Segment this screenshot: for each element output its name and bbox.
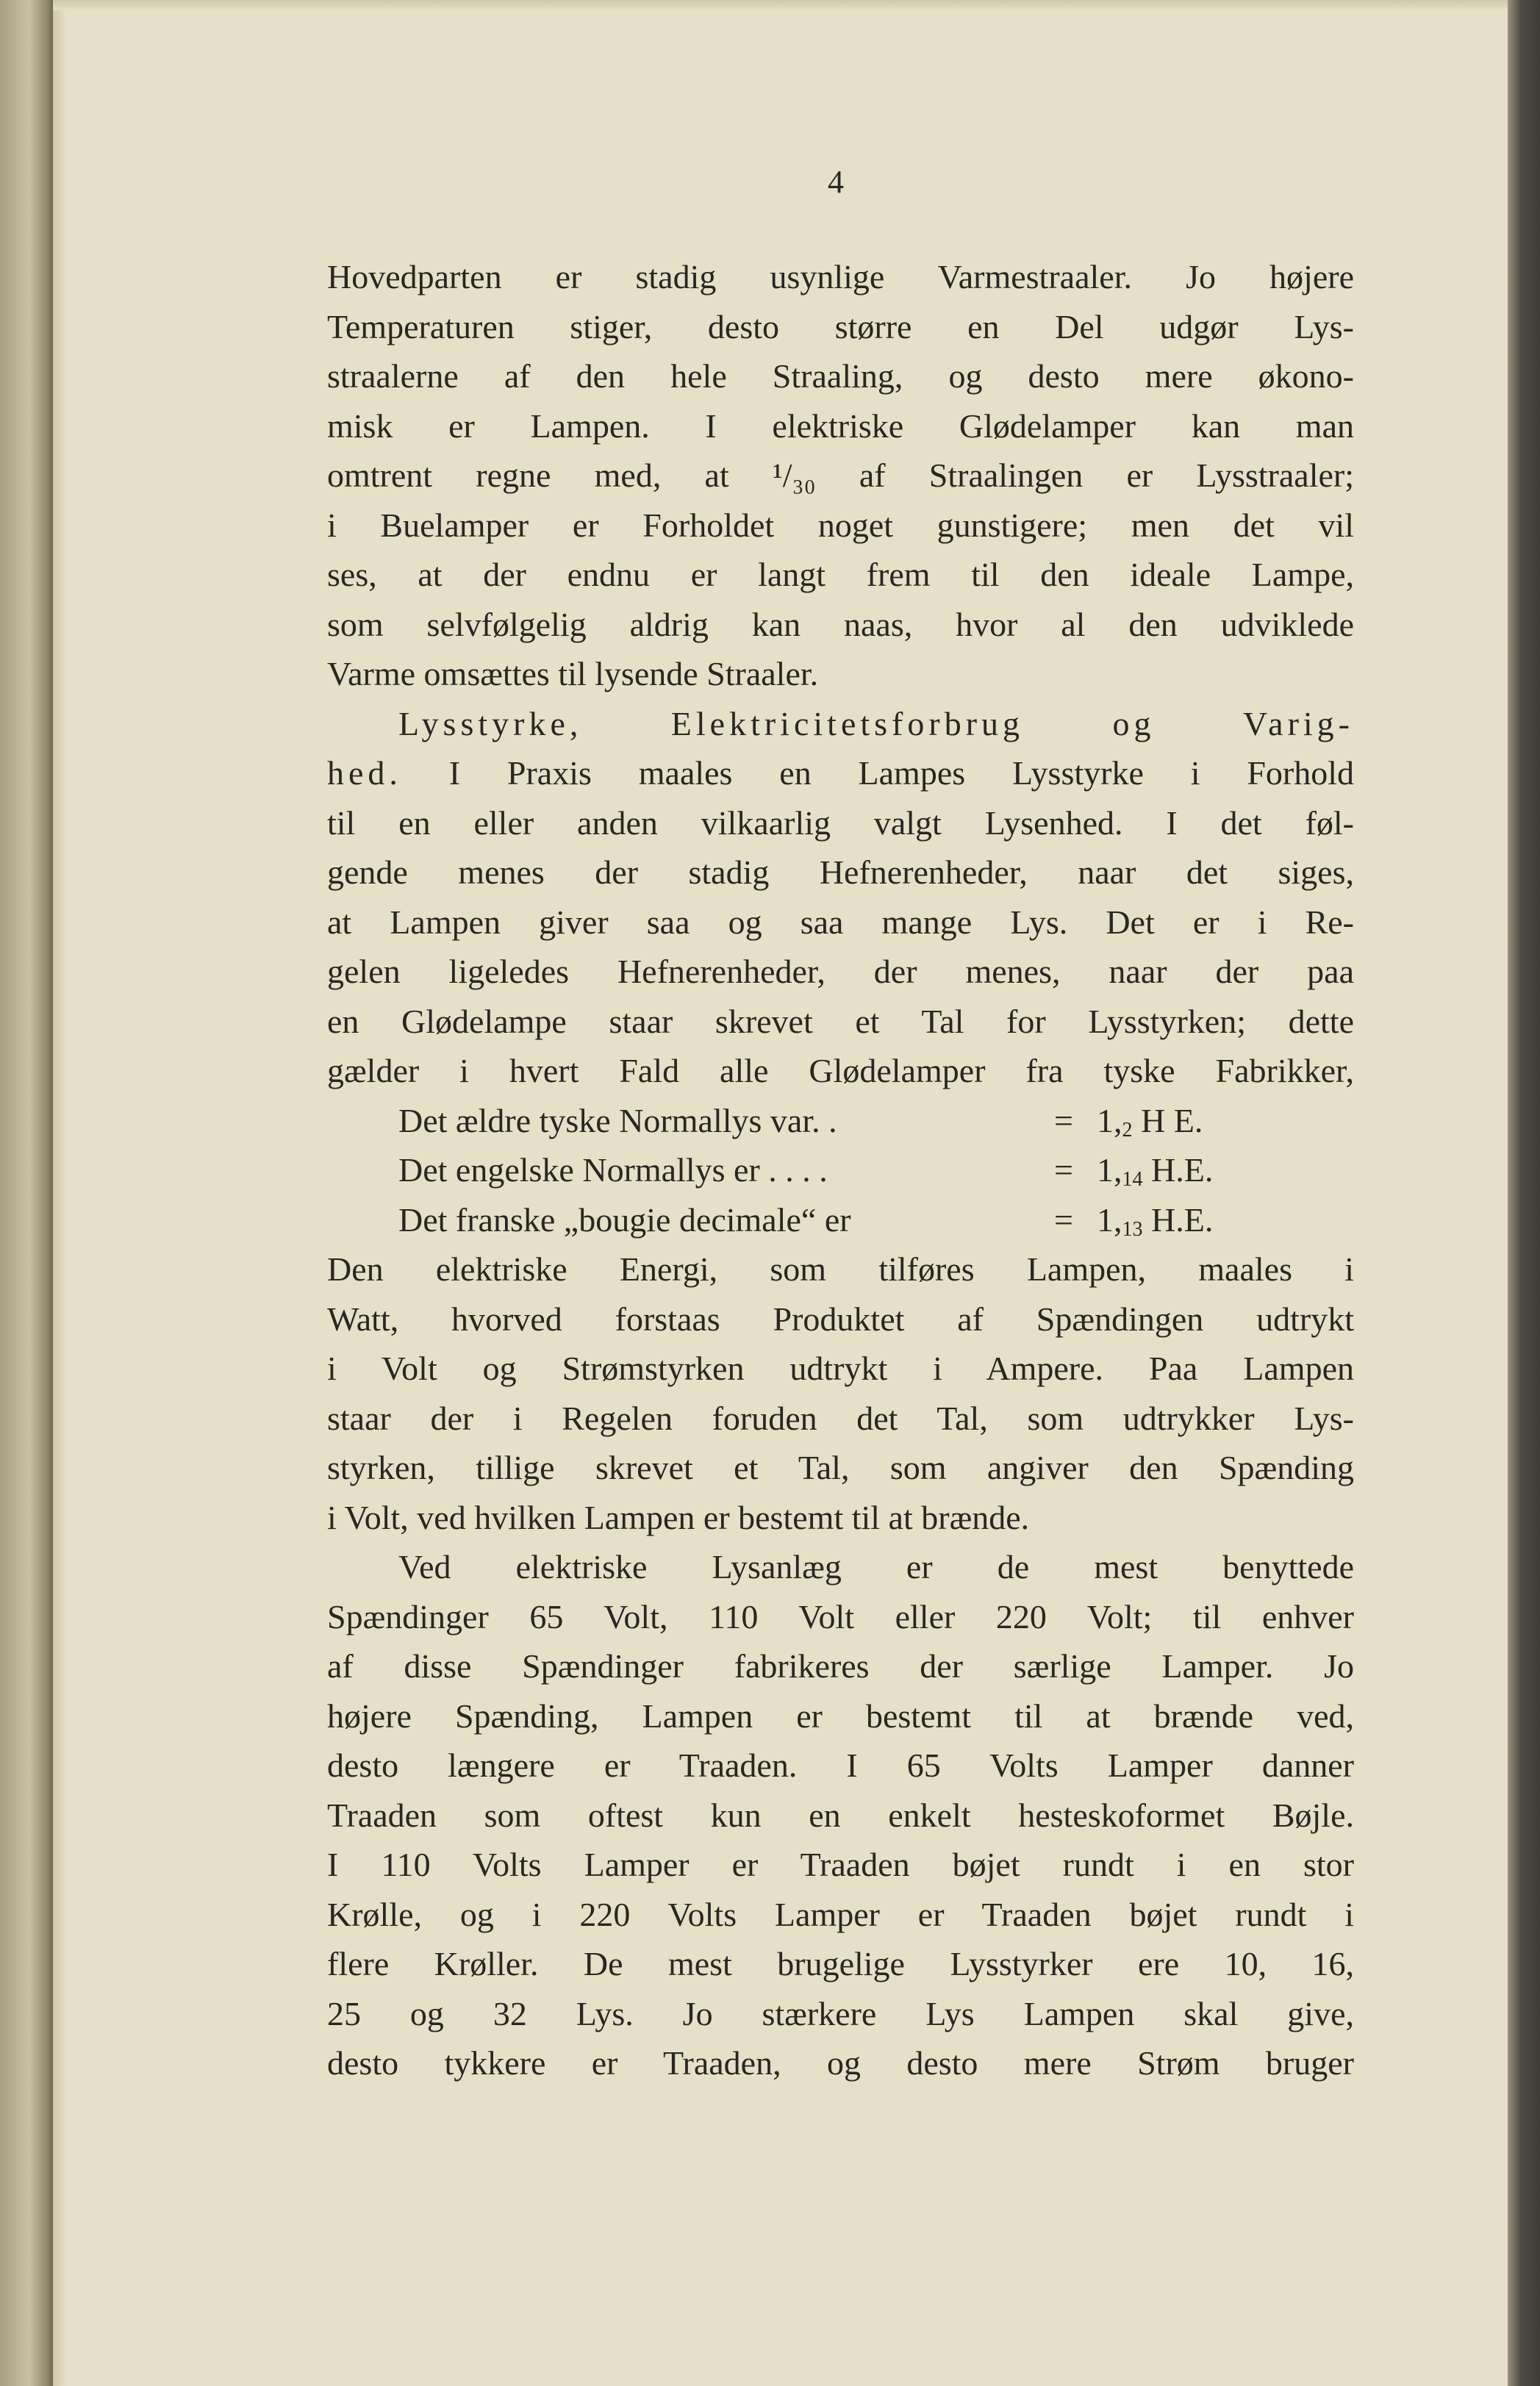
text-line [327,997,1354,1047]
line-text: flere Krøller. De mest brugelige Lysstyrker ere 10, 16, [327,1945,1354,1982]
line-text: 25 og 32 Lys. Jo stærkere Lys Lampen skal give, [327,1994,1354,2032]
line-text: Temperaturen stiger, desto større en Del udgør Lys- [327,307,1354,345]
value-unit: H.E. [1142,1200,1214,1239]
value-unit: H E. [1132,1101,1203,1139]
text-line [327,699,1354,749]
unit-equivalence-row [327,1145,1354,1195]
unit-label: Det ældre tyske Normallys var. . [398,1101,837,1139]
text-line [327,401,1354,451]
text-line [327,1691,1354,1741]
line-text: i Buelamper er Forholdet noget gunstigere; men det vil [327,506,1354,544]
line-text: i Volt og Strømstyrken udtrykt i Ampere. Paa Lampen [327,1350,1354,1387]
line-text: omtrent regne med, at ¹/₃₀ af Straalingen er Lysstraaler; [327,456,1354,494]
line-text: straalerne af den hele Straaling, og desto mere økono- [327,357,1354,395]
text-line [327,600,1354,650]
line-text: desto længere er Traaden. I 65 Volts Lamper danner [327,1746,1354,1784]
text-line [327,898,1354,947]
equals-sign: = [1054,1151,1073,1189]
line-text: Ved elektriske Lysanlæg er de mest benyttede [398,1548,1354,1586]
text-line [327,1939,1354,1989]
unit-equivalence-row [327,1195,1354,1245]
line-text: Den elektriske Energi, som tilføres Lampen, maales i [327,1250,1354,1288]
spaced-heading: Lysstyrke, Elektricitetsforbrug og Varig- [398,704,1354,742]
text-line [327,1344,1354,1394]
text-line [327,649,1354,699]
text-line [327,1641,1354,1691]
page-right-edge [1508,0,1540,2386]
text-line [327,1046,1354,1096]
line-text: Krølle, og i 220 Volts Lamper er Traaden bøjet rundt i [327,1895,1354,1933]
text-line [327,2038,1354,2088]
unit-equivalence-row [327,1096,1354,1146]
text-line [327,302,1354,352]
line-text: gende menes der stadig Hefnerenheder, naar det siges, [327,853,1354,891]
page-number: 4 [828,164,844,200]
text-line [327,501,1354,551]
value-unit: H.E. [1142,1151,1214,1189]
spaced-heading: hed. [327,754,402,792]
page-gutter-shadow [53,0,66,2386]
line-text: højere Spænding, Lampen er bestemt til at brænde ved, [327,1697,1354,1735]
text-line [327,1890,1354,1940]
unit-label: Det engelske Normallys er . . . . [398,1151,828,1189]
value-integer: 1, [1097,1200,1122,1239]
text-line [327,1443,1354,1493]
text-line [327,1840,1354,1890]
text-line [327,451,1354,501]
value-decimal: 2 [1122,1118,1133,1142]
line-text: Spændinger 65 Volt, 110 Volt eller 220 Volt; til enhver [327,1597,1354,1636]
unit-value [1097,1195,1354,1250]
equals-sign: = [1054,1200,1073,1239]
text-line [327,848,1354,898]
text-line [327,1294,1354,1344]
unit-value [1097,1096,1354,1151]
book-binding-edge [0,0,53,2386]
line-text: gelen ligeledes Hefnerenheder, der menes, naar der paa [327,953,1354,990]
line-text: til en eller anden vilkaarlig valgt Lysenhed. I det føl- [327,803,1354,842]
line-text: Traaden som oftest kun en enkelt hesteskoformet Bøjle. [327,1796,1354,1834]
line-text: desto tykkere er Traaden, og desto mere Strøm bruger [327,2044,1354,2082]
line-text: at Lampen giver saa og saa mange Lys. Det er i Re- [327,903,1354,941]
line-text: Hovedparten er stadig usynlige Varmestraaler. Jo højere [327,258,1354,295]
unit-value [1097,1145,1354,1200]
body-text [327,252,1354,2088]
line-text: staar der i Regelen foruden det Tal, som udtrykker Lys- [327,1399,1354,1437]
text-line [327,550,1354,600]
text-line [327,1542,1354,1592]
line-text: Watt, hvorved forstaas Produktet af Spændingen udtrykt [327,1300,1354,1338]
line-text: styrken, tillige skrevet et Tal, som angiver den Spænding [327,1449,1354,1486]
line-text: I 110 Volts Lamper er Traaden bøjet rundt i en stor [327,1846,1354,1883]
text-line [327,947,1354,997]
page-top-edge [53,0,1508,10]
text-line [327,1394,1354,1444]
line-text: ses, at der endnu er langt frem til den ideale Lampe, [327,556,1354,593]
text-line [327,252,1354,302]
line-text: gælder i hvert Fald alle Glødelamper fra tyske Fabrikker, [327,1052,1354,1089]
line-text: Varme omsættes til lysende Straaler. [327,655,819,692]
text-line [327,1741,1354,1791]
line-text: af disse Spændinger fabrikeres der særlige Lamper. Jo [327,1647,1354,1685]
text-line [327,1989,1354,2039]
text-line [327,748,1354,798]
value-decimal: 13 [1122,1217,1143,1241]
text-line [327,798,1354,848]
text-line [327,1592,1354,1642]
equals-sign: = [1054,1101,1073,1139]
text-line [327,351,1354,401]
value-integer: 1, [1097,1101,1122,1139]
line-text: som selvfølgelig aldrig kan naas, hvor al den udviklede [327,605,1354,643]
line-text: i Volt, ved hvilken Lampen er bestemt til at brænde. [327,1498,1030,1536]
line-text: I Praxis maales en Lampes Lysstyrke i Forhold [401,754,1354,792]
text-line [327,1791,1354,1841]
line-text: en Glødelampe staar skrevet et Tal for Lysstyrken; dette [327,1002,1354,1040]
unit-label: Det franske „bougie decimale“ er [398,1200,851,1239]
text-line [327,1493,1354,1543]
value-decimal: 14 [1122,1168,1143,1191]
line-text: misk er Lampen. I elektriske Glødelamper kan man [327,406,1354,445]
value-integer: 1, [1097,1151,1122,1189]
text-line [327,1244,1354,1294]
